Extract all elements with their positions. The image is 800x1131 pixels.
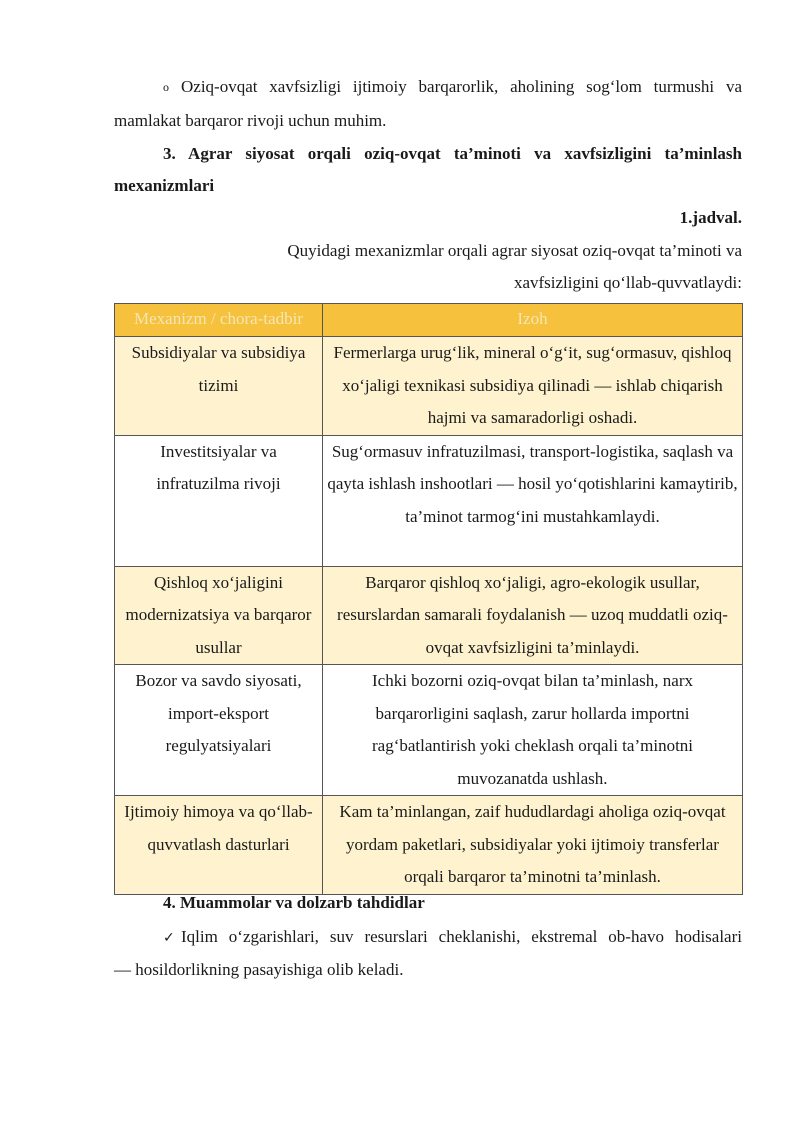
mechanisms-table [114,303,743,895]
table-row [115,566,743,665]
table-row [115,435,743,566]
mechanism-cell: Investitsiyalar va infratuzilma rivoji [115,435,323,566]
note-cell: Sug‘ormasuv infratuzilmasi, transport-logistika, saqlash va qayta ishlash inshootlari — hosil yo‘qotishlarini kamaytirib, ta’minot tarmog‘ini mustahkamlaydi. [323,435,743,566]
table-header-row [115,304,743,337]
table-caption-line-1: Quyidagi mexanizmlar orqali agrar siyosat oziq-ovqat ta’minoti va [287,241,742,260]
note-cell: Fermerlarga urug‘lik, mineral o‘g‘it, sug‘ormasuv, qishloq xo‘jaligi texnikasi subsidiya qilinadi — ishlab chiqarish hajmi va samaradorligi oshadi. [323,337,743,436]
table-caption-line-2: xavfsizligini qo‘llab-quvvatlaydi: [513,273,742,292]
intro-bullet-line-2: mamlakat barqaror rivoji uchun muhim. [114,111,387,130]
mechanism-cell: Bozor va savdo siyosati, import-eksport regulyatsiyalari [115,665,323,796]
section-3-heading-line-2: mexanizmlari [114,176,215,195]
mechanism-cell: Ijtimoiy himoya va qo‘llab-quvvatlash dasturlari [115,796,323,895]
section-3-heading-line-1: 3. Agrar siyosat orqali oziq-ovqat ta’minoti va xavfsizligini ta’minlash [163,144,742,163]
mechanism-cell: Qishloq xo‘jaligini modernizatsiya va barqaror usullar [115,566,323,665]
table-row [115,337,743,436]
section-4-bullet-line-2: — hosildorlikning pasayishiga olib keladi. [114,960,404,979]
table-label: 1.jadval. [679,208,742,227]
note-cell: Barqaror qishloq xo‘jaligi, agro-ekologik usullar, resurslardan samarali foydalanish — uzoq muddatli oziq-ovqat xavfsizligini ta’minlaydi. [323,566,743,665]
table-header-note: Izoh [323,304,743,337]
circle-bullet-icon: o [163,80,169,94]
checkmark-icon: ✓ [163,930,175,946]
section-4-heading: 4. Muammolar va dolzarb tahdidlar [163,893,425,912]
table-header-mechanism: Mexanizm / chora-tadbir [115,304,323,337]
note-cell: Ichki bozorni oziq-ovqat bilan ta’minlash, narx barqarorligini saqlash, zarur hollarda importni rag‘batlantirish yoki cheklash orqali ta’minotni muvozanatda ushlash. [323,665,743,796]
intro-bullet-line-1: o Oziq-ovqat xavfsizligi ijtimoiy barqarorlik, aholining sog‘lom turmushi va [163,77,742,96]
note-cell: Kam ta’minlangan, zaif hududlardagi aholiga oziq-ovqat yordam paketlari, subsidiyalar yoki ijtimoiy transferlar orqali barqaror ta’minotni ta’minlash. [323,796,743,895]
table-row [115,796,743,895]
mechanism-cell: Subsidiyalar va subsidiya tizimi [115,337,323,436]
table-row [115,665,743,796]
section-4-bullet-line-1: ✓ Iqlim o‘zgarishlari, suv resurslari cheklanishi, ekstremal ob-havo hodisalari [163,926,742,949]
